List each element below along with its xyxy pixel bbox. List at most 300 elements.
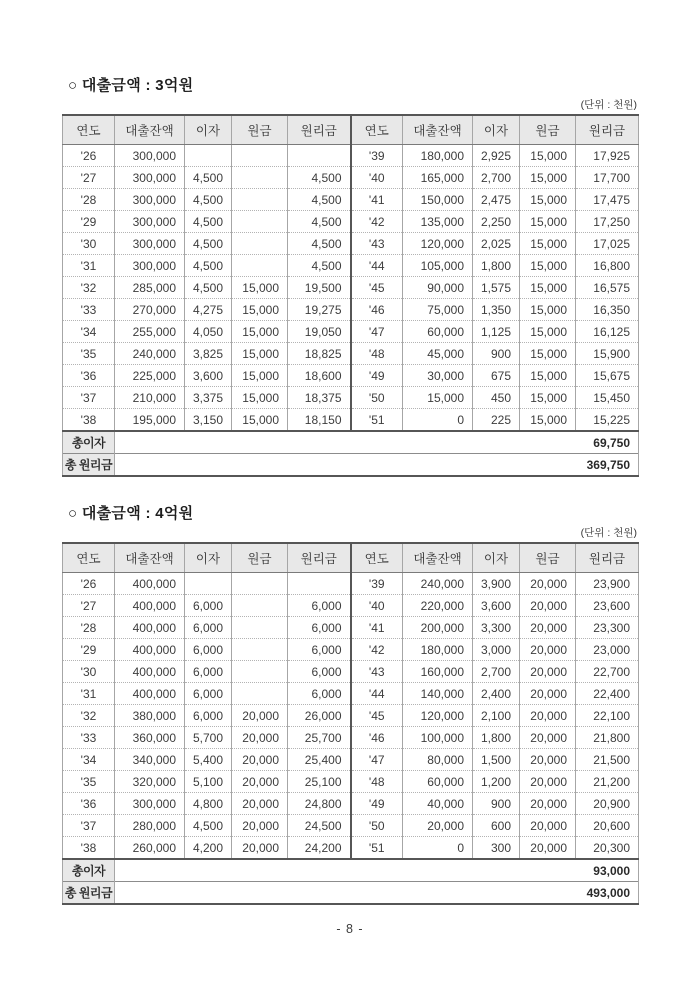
table-row bbox=[63, 321, 639, 343]
value-cell: 15,000 bbox=[232, 299, 288, 321]
value-cell: 15,000 bbox=[520, 299, 576, 321]
value-cell: 17,025 bbox=[576, 233, 639, 255]
value-cell: 15,000 bbox=[520, 409, 576, 432]
year-cell: '40 bbox=[351, 167, 403, 189]
value-cell: 135,000 bbox=[403, 211, 473, 233]
year-cell: '31 bbox=[63, 683, 115, 705]
total-label: 총 원리금 bbox=[63, 454, 115, 477]
year-cell: '40 bbox=[351, 595, 403, 617]
value-cell: 20,000 bbox=[520, 837, 576, 860]
year-cell: '50 bbox=[351, 815, 403, 837]
total-value: 93,000 bbox=[115, 859, 639, 882]
table-row bbox=[63, 771, 639, 793]
value-cell: 2,250 bbox=[473, 211, 520, 233]
value-cell: 24,200 bbox=[288, 837, 351, 860]
value-cell: 6,000 bbox=[185, 595, 232, 617]
value-cell: 4,500 bbox=[185, 277, 232, 299]
column-header: 대출잔액 bbox=[115, 115, 185, 145]
value-cell: 15,000 bbox=[520, 167, 576, 189]
value-cell: 80,000 bbox=[403, 749, 473, 771]
value-cell: 1,500 bbox=[473, 749, 520, 771]
year-cell: '35 bbox=[63, 343, 115, 365]
total-label: 총이자 bbox=[63, 859, 115, 882]
value-cell bbox=[288, 145, 351, 167]
total-value: 69,750 bbox=[115, 431, 639, 454]
value-cell: 15,000 bbox=[520, 233, 576, 255]
value-cell: 15,000 bbox=[520, 343, 576, 365]
value-cell: 4,500 bbox=[185, 255, 232, 277]
value-cell: 4,500 bbox=[288, 211, 351, 233]
value-cell: 2,700 bbox=[473, 661, 520, 683]
column-header: 원금 bbox=[232, 115, 288, 145]
value-cell: 23,900 bbox=[576, 573, 639, 595]
value-cell: 120,000 bbox=[403, 233, 473, 255]
column-header: 원리금 bbox=[576, 115, 639, 145]
value-cell: 20,000 bbox=[232, 749, 288, 771]
table-row bbox=[63, 409, 639, 432]
loan-section-300m bbox=[62, 0, 638, 477]
table-row bbox=[63, 661, 639, 683]
year-cell: '28 bbox=[63, 189, 115, 211]
section-title-300m: ○ 대출금액 : 3억원 bbox=[68, 77, 194, 94]
value-cell: 300,000 bbox=[115, 167, 185, 189]
value-cell: 105,000 bbox=[403, 255, 473, 277]
value-cell: 17,700 bbox=[576, 167, 639, 189]
table-row bbox=[63, 617, 639, 639]
value-cell: 15,000 bbox=[520, 365, 576, 387]
total-label: 총이자 bbox=[63, 431, 115, 454]
value-cell: 20,000 bbox=[520, 661, 576, 683]
value-cell: 300,000 bbox=[115, 255, 185, 277]
year-cell: '48 bbox=[351, 343, 403, 365]
year-cell: '26 bbox=[63, 573, 115, 595]
year-cell: '32 bbox=[63, 705, 115, 727]
column-header: 이자 bbox=[473, 543, 520, 573]
table-row bbox=[63, 683, 639, 705]
table-row bbox=[63, 387, 639, 409]
value-cell: 19,500 bbox=[288, 277, 351, 299]
value-cell: 280,000 bbox=[115, 815, 185, 837]
value-cell: 900 bbox=[473, 343, 520, 365]
value-cell: 23,300 bbox=[576, 617, 639, 639]
value-cell: 25,100 bbox=[288, 771, 351, 793]
loan-table-400m bbox=[62, 542, 639, 905]
value-cell: 240,000 bbox=[403, 573, 473, 595]
year-cell: '38 bbox=[63, 409, 115, 432]
value-cell: 4,500 bbox=[185, 167, 232, 189]
value-cell: 5,400 bbox=[185, 749, 232, 771]
value-cell: 21,500 bbox=[576, 749, 639, 771]
value-cell: 450 bbox=[473, 387, 520, 409]
value-cell: 4,500 bbox=[288, 167, 351, 189]
value-cell: 20,600 bbox=[576, 815, 639, 837]
value-cell: 20,000 bbox=[520, 639, 576, 661]
value-cell: 4,800 bbox=[185, 793, 232, 815]
value-cell: 6,000 bbox=[288, 595, 351, 617]
year-cell: '38 bbox=[63, 837, 115, 860]
value-cell: 18,825 bbox=[288, 343, 351, 365]
total-label: 총 원리금 bbox=[63, 882, 115, 905]
value-cell: 21,800 bbox=[576, 727, 639, 749]
value-cell: 20,000 bbox=[232, 837, 288, 860]
column-header: 이자 bbox=[185, 115, 232, 145]
value-cell: 300,000 bbox=[115, 793, 185, 815]
value-cell: 4,500 bbox=[288, 233, 351, 255]
value-cell: 6,000 bbox=[185, 617, 232, 639]
value-cell: 165,000 bbox=[403, 167, 473, 189]
value-cell: 3,825 bbox=[185, 343, 232, 365]
value-cell: 270,000 bbox=[115, 299, 185, 321]
value-cell: 1,350 bbox=[473, 299, 520, 321]
value-cell bbox=[232, 167, 288, 189]
year-cell: '34 bbox=[63, 321, 115, 343]
year-cell: '35 bbox=[63, 771, 115, 793]
table-row bbox=[63, 793, 639, 815]
value-cell: 1,575 bbox=[473, 277, 520, 299]
table-row bbox=[63, 815, 639, 837]
value-cell: 300 bbox=[473, 837, 520, 860]
value-cell: 4,500 bbox=[185, 815, 232, 837]
value-cell: 20,000 bbox=[232, 793, 288, 815]
year-cell: '29 bbox=[63, 211, 115, 233]
value-cell: 20,000 bbox=[520, 683, 576, 705]
table-row bbox=[63, 299, 639, 321]
total-payment-row bbox=[63, 882, 639, 905]
year-cell: '44 bbox=[351, 683, 403, 705]
year-cell: '48 bbox=[351, 771, 403, 793]
table-row bbox=[63, 727, 639, 749]
value-cell: 2,925 bbox=[473, 145, 520, 167]
year-cell: '49 bbox=[351, 793, 403, 815]
value-cell bbox=[232, 661, 288, 683]
year-cell: '30 bbox=[63, 661, 115, 683]
value-cell: 225,000 bbox=[115, 365, 185, 387]
year-cell: '32 bbox=[63, 277, 115, 299]
column-header: 원금 bbox=[520, 115, 576, 145]
table-row bbox=[63, 705, 639, 727]
value-cell: 6,000 bbox=[185, 661, 232, 683]
value-cell: 24,500 bbox=[288, 815, 351, 837]
value-cell: 22,100 bbox=[576, 705, 639, 727]
value-cell: 20,000 bbox=[520, 793, 576, 815]
year-cell: '33 bbox=[63, 727, 115, 749]
value-cell: 3,150 bbox=[185, 409, 232, 432]
year-cell: '42 bbox=[351, 211, 403, 233]
value-cell: 240,000 bbox=[115, 343, 185, 365]
value-cell: 2,400 bbox=[473, 683, 520, 705]
value-cell: 25,400 bbox=[288, 749, 351, 771]
value-cell: 400,000 bbox=[115, 595, 185, 617]
value-cell: 300,000 bbox=[115, 145, 185, 167]
year-cell: '28 bbox=[63, 617, 115, 639]
value-cell: 20,000 bbox=[520, 595, 576, 617]
value-cell: 285,000 bbox=[115, 277, 185, 299]
value-cell: 1,800 bbox=[473, 727, 520, 749]
value-cell: 23,000 bbox=[576, 639, 639, 661]
year-cell: '44 bbox=[351, 255, 403, 277]
value-cell: 6,000 bbox=[288, 617, 351, 639]
year-cell: '36 bbox=[63, 793, 115, 815]
year-cell: '37 bbox=[63, 815, 115, 837]
value-cell bbox=[185, 573, 232, 595]
value-cell bbox=[185, 145, 232, 167]
value-cell: 360,000 bbox=[115, 727, 185, 749]
value-cell: 0 bbox=[403, 837, 473, 860]
value-cell: 40,000 bbox=[403, 793, 473, 815]
value-cell: 20,000 bbox=[520, 573, 576, 595]
year-cell: '46 bbox=[351, 299, 403, 321]
value-cell: 17,250 bbox=[576, 211, 639, 233]
value-cell: 24,800 bbox=[288, 793, 351, 815]
value-cell: 15,000 bbox=[232, 321, 288, 343]
value-cell bbox=[232, 573, 288, 595]
value-cell: 16,575 bbox=[576, 277, 639, 299]
table-row bbox=[63, 595, 639, 617]
value-cell bbox=[232, 683, 288, 705]
column-header: 연도 bbox=[351, 543, 403, 573]
year-cell: '42 bbox=[351, 639, 403, 661]
value-cell: 4,500 bbox=[288, 189, 351, 211]
value-cell: 195,000 bbox=[115, 409, 185, 432]
value-cell: 20,000 bbox=[232, 705, 288, 727]
value-cell: 100,000 bbox=[403, 727, 473, 749]
table-row bbox=[63, 189, 639, 211]
value-cell: 20,000 bbox=[520, 705, 576, 727]
value-cell bbox=[232, 211, 288, 233]
column-header: 이자 bbox=[473, 115, 520, 145]
year-cell: '45 bbox=[351, 277, 403, 299]
section-title-400m: ○ 대출금액 : 4억원 bbox=[68, 505, 194, 522]
table-row bbox=[63, 211, 639, 233]
value-cell: 15,000 bbox=[403, 387, 473, 409]
value-cell: 3,375 bbox=[185, 387, 232, 409]
value-cell: 6,000 bbox=[288, 683, 351, 705]
year-cell: '47 bbox=[351, 749, 403, 771]
year-cell: '36 bbox=[63, 365, 115, 387]
table-row bbox=[63, 343, 639, 365]
value-cell: 20,000 bbox=[403, 815, 473, 837]
value-cell bbox=[288, 573, 351, 595]
value-cell: 15,000 bbox=[232, 343, 288, 365]
value-cell: 20,000 bbox=[520, 815, 576, 837]
value-cell bbox=[232, 233, 288, 255]
value-cell: 675 bbox=[473, 365, 520, 387]
value-cell: 20,300 bbox=[576, 837, 639, 860]
year-cell: '43 bbox=[351, 661, 403, 683]
value-cell: 3,600 bbox=[473, 595, 520, 617]
table-row bbox=[63, 277, 639, 299]
value-cell: 6,000 bbox=[288, 639, 351, 661]
year-cell: '51 bbox=[351, 409, 403, 432]
table-row bbox=[63, 365, 639, 387]
value-cell: 25,700 bbox=[288, 727, 351, 749]
value-cell: 400,000 bbox=[115, 573, 185, 595]
value-cell: 15,000 bbox=[520, 321, 576, 343]
value-cell: 20,000 bbox=[520, 617, 576, 639]
value-cell: 20,000 bbox=[232, 771, 288, 793]
year-cell: '47 bbox=[351, 321, 403, 343]
value-cell: 20,000 bbox=[520, 727, 576, 749]
value-cell: 150,000 bbox=[403, 189, 473, 211]
value-cell bbox=[232, 639, 288, 661]
value-cell: 300,000 bbox=[115, 189, 185, 211]
value-cell: 2,100 bbox=[473, 705, 520, 727]
value-cell: 2,025 bbox=[473, 233, 520, 255]
year-cell: '27 bbox=[63, 167, 115, 189]
value-cell: 30,000 bbox=[403, 365, 473, 387]
column-header: 연도 bbox=[351, 115, 403, 145]
value-cell bbox=[232, 145, 288, 167]
value-cell: 22,400 bbox=[576, 683, 639, 705]
column-header: 대출잔액 bbox=[115, 543, 185, 573]
year-cell: '31 bbox=[63, 255, 115, 277]
value-cell: 15,000 bbox=[232, 409, 288, 432]
value-cell bbox=[232, 189, 288, 211]
value-cell: 15,000 bbox=[520, 145, 576, 167]
value-cell: 140,000 bbox=[403, 683, 473, 705]
loan-section-400m bbox=[62, 477, 638, 905]
value-cell: 4,200 bbox=[185, 837, 232, 860]
total-value: 493,000 bbox=[115, 882, 639, 905]
value-cell: 380,000 bbox=[115, 705, 185, 727]
value-cell: 6,000 bbox=[185, 639, 232, 661]
header-row bbox=[63, 543, 639, 573]
value-cell: 300,000 bbox=[115, 233, 185, 255]
value-cell: 0 bbox=[403, 409, 473, 432]
value-cell: 120,000 bbox=[403, 705, 473, 727]
year-cell: '49 bbox=[351, 365, 403, 387]
year-cell: '39 bbox=[351, 145, 403, 167]
value-cell: 75,000 bbox=[403, 299, 473, 321]
header-row bbox=[63, 115, 639, 145]
value-cell: 60,000 bbox=[403, 321, 473, 343]
value-cell: 15,000 bbox=[232, 277, 288, 299]
page-content bbox=[62, 0, 638, 905]
value-cell: 5,700 bbox=[185, 727, 232, 749]
value-cell: 18,150 bbox=[288, 409, 351, 432]
value-cell: 15,225 bbox=[576, 409, 639, 432]
value-cell: 225 bbox=[473, 409, 520, 432]
page-number: - 8 - bbox=[336, 922, 364, 936]
value-cell: 340,000 bbox=[115, 749, 185, 771]
value-cell: 45,000 bbox=[403, 343, 473, 365]
value-cell: 17,925 bbox=[576, 145, 639, 167]
table-row bbox=[63, 233, 639, 255]
year-cell: '33 bbox=[63, 299, 115, 321]
value-cell: 90,000 bbox=[403, 277, 473, 299]
value-cell: 5,100 bbox=[185, 771, 232, 793]
value-cell: 15,000 bbox=[232, 365, 288, 387]
value-cell: 180,000 bbox=[403, 639, 473, 661]
total-payment-row bbox=[63, 454, 639, 477]
value-cell: 26,000 bbox=[288, 705, 351, 727]
year-cell: '51 bbox=[351, 837, 403, 860]
value-cell: 15,000 bbox=[520, 387, 576, 409]
value-cell: 400,000 bbox=[115, 617, 185, 639]
value-cell: 20,000 bbox=[232, 727, 288, 749]
value-cell: 20,000 bbox=[232, 815, 288, 837]
year-cell: '45 bbox=[351, 705, 403, 727]
year-cell: '41 bbox=[351, 617, 403, 639]
total-interest-row bbox=[63, 431, 639, 454]
year-cell: '27 bbox=[63, 595, 115, 617]
value-cell: 3,600 bbox=[185, 365, 232, 387]
value-cell: 260,000 bbox=[115, 837, 185, 860]
value-cell: 600 bbox=[473, 815, 520, 837]
table-row bbox=[63, 167, 639, 189]
year-cell: '30 bbox=[63, 233, 115, 255]
value-cell: 1,125 bbox=[473, 321, 520, 343]
column-header: 이자 bbox=[185, 543, 232, 573]
value-cell: 160,000 bbox=[403, 661, 473, 683]
year-cell: '37 bbox=[63, 387, 115, 409]
column-header: 대출잔액 bbox=[403, 115, 473, 145]
value-cell: 18,375 bbox=[288, 387, 351, 409]
table-row bbox=[63, 573, 639, 595]
value-cell: 16,125 bbox=[576, 321, 639, 343]
value-cell: 20,900 bbox=[576, 793, 639, 815]
value-cell: 19,050 bbox=[288, 321, 351, 343]
value-cell: 16,800 bbox=[576, 255, 639, 277]
value-cell: 15,000 bbox=[520, 189, 576, 211]
value-cell: 15,450 bbox=[576, 387, 639, 409]
unit-note: (단위 : 천원) bbox=[580, 527, 637, 539]
column-header: 원리금 bbox=[288, 115, 351, 145]
value-cell: 6,000 bbox=[185, 683, 232, 705]
value-cell: 180,000 bbox=[403, 145, 473, 167]
value-cell: 320,000 bbox=[115, 771, 185, 793]
value-cell: 15,000 bbox=[520, 277, 576, 299]
unit-note: (단위 : 천원) bbox=[580, 99, 637, 111]
value-cell: 3,900 bbox=[473, 573, 520, 595]
column-header: 연도 bbox=[63, 115, 115, 145]
value-cell: 400,000 bbox=[115, 683, 185, 705]
value-cell: 15,000 bbox=[520, 211, 576, 233]
value-cell: 3,300 bbox=[473, 617, 520, 639]
value-cell: 22,700 bbox=[576, 661, 639, 683]
value-cell: 15,900 bbox=[576, 343, 639, 365]
value-cell: 3,000 bbox=[473, 639, 520, 661]
year-cell: '34 bbox=[63, 749, 115, 771]
value-cell: 6,000 bbox=[288, 661, 351, 683]
table-row bbox=[63, 837, 639, 860]
value-cell: 15,675 bbox=[576, 365, 639, 387]
value-cell: 60,000 bbox=[403, 771, 473, 793]
value-cell: 21,200 bbox=[576, 771, 639, 793]
year-cell: '43 bbox=[351, 233, 403, 255]
value-cell: 255,000 bbox=[115, 321, 185, 343]
value-cell: 6,000 bbox=[185, 705, 232, 727]
value-cell: 23,600 bbox=[576, 595, 639, 617]
value-cell: 900 bbox=[473, 793, 520, 815]
column-header: 연도 bbox=[63, 543, 115, 573]
year-cell: '46 bbox=[351, 727, 403, 749]
value-cell: 210,000 bbox=[115, 387, 185, 409]
column-header: 원리금 bbox=[288, 543, 351, 573]
column-header: 원금 bbox=[232, 543, 288, 573]
value-cell: 4,500 bbox=[185, 189, 232, 211]
value-cell: 4,050 bbox=[185, 321, 232, 343]
value-cell: 4,500 bbox=[185, 233, 232, 255]
value-cell: 200,000 bbox=[403, 617, 473, 639]
value-cell: 220,000 bbox=[403, 595, 473, 617]
column-header: 원금 bbox=[520, 543, 576, 573]
value-cell bbox=[232, 255, 288, 277]
table-row bbox=[63, 145, 639, 167]
value-cell: 4,275 bbox=[185, 299, 232, 321]
value-cell: 17,475 bbox=[576, 189, 639, 211]
value-cell: 1,800 bbox=[473, 255, 520, 277]
